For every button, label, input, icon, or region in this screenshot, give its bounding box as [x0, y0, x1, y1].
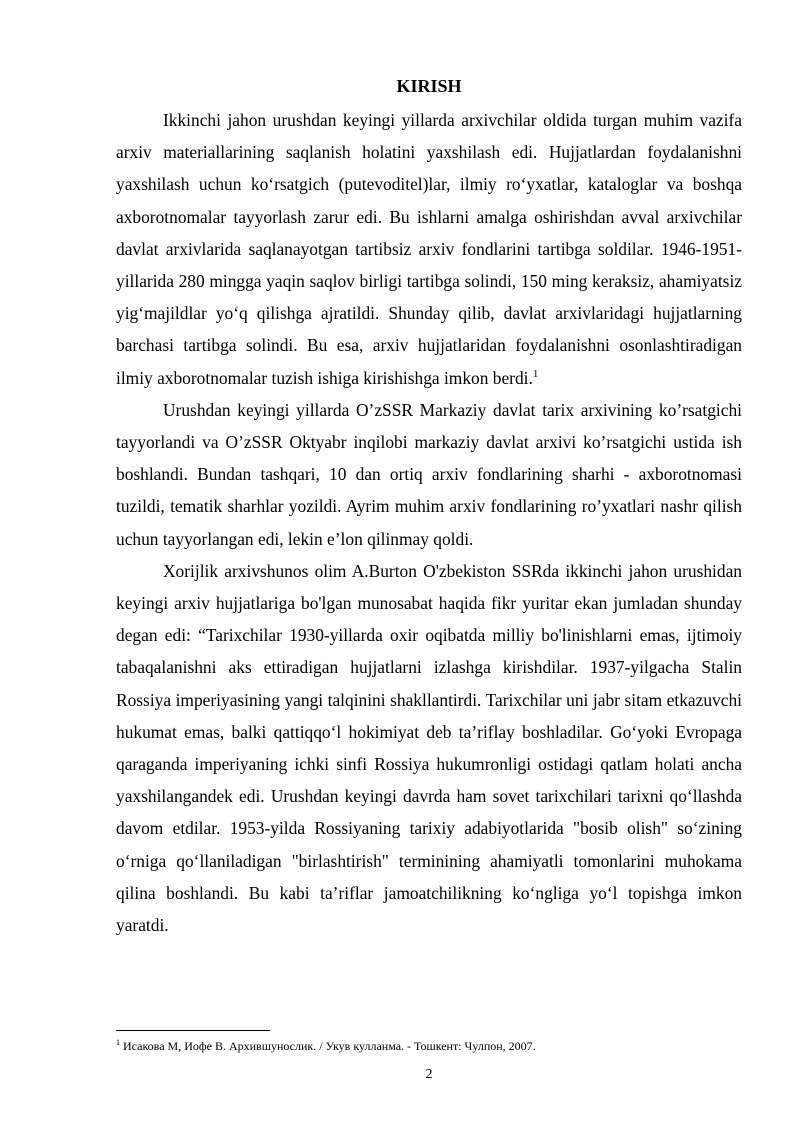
paragraph-2: Urushdan keyingi yillarda O’zSSR Markaziy davlat tarix arxivining ko’rsatgichi tayyorlandi va O’zSSR Oktyabr inqilobi markaziy davlat arxivi ko’rsatgichi ustida ish boshlandi. Bundan tashqari, 10 dan ortiq arxiv fondlarining sharhi - axborotnomasi tuzildi, tematik sharhlar yozildi. Ayrim muhim arxiv fondlarining ro’yxatlari nashr qilish uchun tayyorlangan edi, lekin e’lon qilinmay qoldi. — [116, 399, 742, 549]
body-text — [116, 104, 742, 941]
footnote-number: 1 — [116, 1038, 120, 1047]
footnote-divider — [116, 1030, 270, 1031]
document-page — [116, 0, 742, 1131]
footnote — [116, 1038, 742, 1054]
footnote-text: Исакова М, Иофе В. Архившунослик. / Укув кулланма. - Тошкент: Чулпон, 2007. — [123, 1039, 536, 1053]
page-number: 2 — [425, 1067, 433, 1082]
paragraph-3: Xorijlik arxivshunos olim A.Burton O'zbekiston SSRda ikkinchi jahon urushidan keyingi arxiv hujjatlariga bo'lgan munosabat haqida fikr yuritar ekan jumladan shunday degan edi: “Tarixchilar 1930-yillarda oxir oqibatda milliy bo'linishlarni emas, ijtimoiy tabaqalanishni aks ettiradigan hujjatlarni izlashga kirishdilar. 1937-yilgacha Stalin Rossiya imperiyasining yangi talqinini shakllantirdi. Tarixchilar uni jabr sitam etkazuvchi hukumat emas, balki qattiqqo‘l hokimiyat deb ta’riflay boshladilar. Go‘yoki Evropaga qaraganda imperiyaning ichki sinfi Rossiya hukumronligi ostidagi qatlam holati ancha yaxshilangandek edi. Urushdan keyingi davrda ham sovet tarixchilari tarixni qo‘llashda davom etdilar. 1953-yilda Rossiyaning tarixiy adabiyotlarida "bosib olish" so‘zining o‘rniga qo‘llaniladigan "birlashtirish" terminining ahamiyatli tomonlarini muhokama qilina boshlandi. Bu kabi ta’riflar jamoatchilikning ko‘ngliga yo‘l topishga imkon yaratdi. — [116, 560, 742, 936]
footnote-ref[interactable]: 1 — [532, 367, 539, 380]
paragraph-1-text: Ikkinchi jahon urushdan keyingi yillarda arxivchilar oldida turgan muhim vazifa arxiv materiallarining saqlanish holatini yaxshilash edi. Hujjatlardan foydalanishni yaxshilash uchun ko‘rsatgich (putevoditel)lar, ilmiy ro‘yxatlar, kataloglar va boshqa axborotnomalar tayyorlash zarur edi. Bu ishlarni amalga oshirishdan avval arxivchilar davlat arxivlarida saqlanayotgan tartibsiz arxiv fondlarini tartibga soldilar. 1946-1951-yillarida 280 mingga yaqin saqlov birligi tartibga solindi, 150 ming keraksiz, ahamiyatsiz yig‘majildlar yo‘q qilishga ajratildi. Shunday qilib, davlat arxivlaridagi hujjatlarning barchasi tartibga solindi. Bu esa, arxiv hujjatlaridan foydalanishni osonlashtiradigan ilmiy axborotnomalar tuzish ishiga kirishishga imkon berdi. — [116, 110, 742, 388]
paragraph-1 — [116, 104, 742, 394]
page-title: KIRISH — [396, 76, 462, 96]
